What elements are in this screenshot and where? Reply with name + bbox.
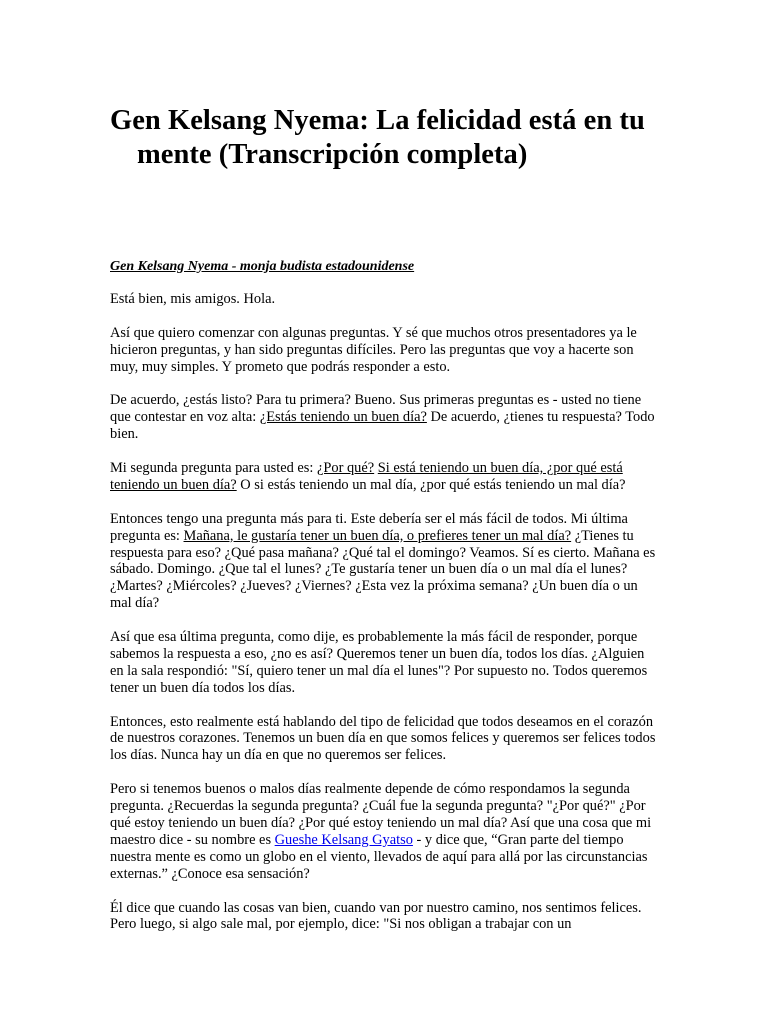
- paragraph-4-text-c: O si estás teniendo un mal día, ¿por qué estás teniendo un mal día?: [236, 476, 626, 493]
- paragraph-3-underlined-question: ¿Estás teniendo un buen día?: [259, 409, 427, 426]
- paragraph-5-text-a: Entonces tengo una pregunta más para ti. Este debería ser el más fácil de todos. Mi última pregunta es:: [110, 510, 628, 544]
- paragraph-2: Así que quiero comenzar con algunas preguntas. Y sé que muchos otros presentadores ya le hicieron preguntas, y han sido preguntas difíciles. Pero las preguntas que voy a hacerte son muy, muy simples. Y prometo que podrás responder a esto.: [110, 324, 637, 375]
- paragraph-9: Él dice que cuando las cosas van bien, cuando van por nuestro camino, nos sentimos felices. Pero luego, si algo sale mal, por ejemplo, dice: "Si nos obligan a trabajar con un: [110, 899, 642, 933]
- paragraph-4-underlined-question: Si está teniendo un buen día, ¿por qué está teniendo un buen día?: [110, 460, 623, 493]
- paragraph-8: [110, 781, 660, 882]
- paragraph-3-text-b: De acuerdo, ¿tienes tu respuesta? Todo bien.: [110, 409, 655, 443]
- paragraph-7: Entonces, esto realmente está hablando del tipo de felicidad que todos deseamos en el corazón de nuestros corazones. Tenemos un buen día en que somos felices y queremos ser felices todos los días. Nunca hay un día en que no queremos ser felices.: [110, 713, 656, 764]
- paragraph-3: [110, 392, 660, 443]
- paragraph-4-text-a: Mi segunda pregunta para usted es:: [110, 460, 318, 477]
- paragraph-6: Así que esa última pregunta, como dije, es probablemente la más fácil de responder, porque sabemos la respuesta a eso, ¿no es así? Queremos tener un buen día, todos los días. ¿Alguien en la sala respondió: "Sí, quiero tener un mal día el lunes"? Por supuesto no. Todos queremos tener un buen día todos los días.: [110, 629, 648, 696]
- paragraph-3-text-a: De acuerdo, ¿estás listo? Para tu primera? Bueno. Sus primeras preguntas es - usted no tiene que contestar en voz alta:: [110, 392, 642, 426]
- paragraph-4-underlined-why: ¿Por qué?: [317, 460, 375, 477]
- paragraph-5-text-b: ¿Tienes tu respuesta para eso? ¿Qué pasa mañana? ¿Qué tal el domingo? Veamos. Sí es cierto. Mañana es sábado. Domingo. ¿Que tal el lunes? ¿Te gustaría tener un buen día o un mal día el lunes? ¿Martes? ¿Miércoles? ¿Jueves? ¿Viernes? ¿Esta vez la próxima semana? ¿Un buen día o un mal día?: [110, 527, 656, 612]
- document-title: Gen Kelsang Nyema: La felicidad está en tu mente (Transcripción completa): [110, 105, 645, 170]
- document-subtitle: Gen Kelsang Nyema - monja budista estadounidense: [110, 259, 415, 274]
- paragraph-5: [110, 511, 660, 612]
- document-page: [110, 104, 660, 933]
- paragraph-5-underlined-question: Mañana, le gustaría tener un buen día, o prefieres tener un mal día?: [183, 527, 572, 544]
- paragraph-8-text-b: - y dice que, “Gran parte del tiempo nuestra mente es como un globo en el viento, llevados de aquí para allá por las circunstancias externas.” ¿Conoce esa sensación?: [110, 831, 648, 882]
- paragraph-8-text-a: Pero si tenemos buenos o malos días realmente depende de cómo respondamos la segunda pregunta. ¿Recuerdas la segunda pregunta? ¿Cuál fue la segunda pregunta? "¿Por qué?" ¿Por qué estoy teniendo un buen día? ¿Por qué estoy teniendo un mal día? Así que una cosa que mi maestro dice - su nombre es: [110, 781, 652, 848]
- teacher-name-link[interactable]: Gueshe Kelsang Gyatso: [274, 831, 413, 848]
- paragraph-1: Está bien, mis amigos. Hola.: [110, 291, 276, 307]
- paragraph-4: [110, 460, 660, 494]
